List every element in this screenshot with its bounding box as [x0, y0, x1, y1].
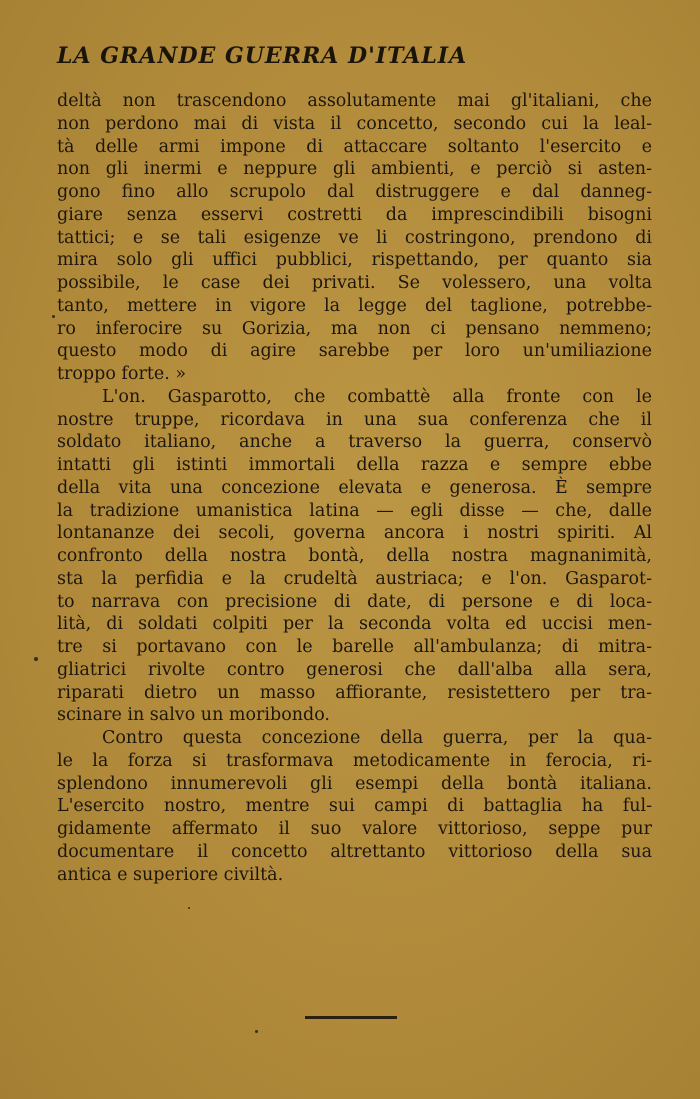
text-line: troppo forte. »	[57, 364, 187, 384]
text-line: soldato italiano, anche a traverso la guerra, conservò	[57, 432, 652, 453]
body-text	[57, 90, 652, 886]
text-line: lontananze dei secoli, governa ancora i nostri spiriti. Al	[57, 523, 652, 544]
text-line: non gli inermi e neppure gli ambienti, e perciò si asten-	[57, 159, 652, 180]
text-line: tanto, mettere in vigore la legge del taglione, potrebbe-	[57, 295, 652, 316]
text-line: non perdono mai di vista il concetto, secondo cui la leal-	[57, 113, 652, 134]
text-line: splendono innumerevoli gli esempi della bontà italiana.	[57, 773, 652, 794]
text-line: ro inferocire su Gorizia, ma non ci pensano nemmeno;	[57, 318, 652, 339]
text-line: lità, di soldati colpiti per la seconda volta ed uccisi men-	[57, 614, 652, 635]
paper-speck	[34, 657, 38, 661]
text-line: confronto della nostra bontà, della nostra magnanimità,	[57, 546, 652, 566]
text-line: to narrava con precisione di date, di persone e di loca-	[57, 591, 652, 612]
text-line: possibile, le case dei privati. Se volessero, una volta	[57, 273, 652, 293]
end-rule	[305, 1016, 397, 1019]
text-line: gidamente affermato il suo valore vittorioso, seppe pur	[57, 819, 652, 839]
text-line: gono fino allo scrupolo dal distruggere e dal danneg-	[57, 182, 652, 202]
text-line: L'esercito nostro, mentre sui campi di battaglia ha ful-	[57, 796, 652, 817]
text-line: tattici; e se tali esigenze ve li costringono, prendono di	[57, 227, 652, 248]
text-line: antica e superiore civiltà.	[57, 864, 284, 885]
running-title: LA GRANDE GUERRA D'ITALIA	[57, 43, 468, 69]
paper-speck	[255, 1030, 258, 1033]
text-line: deltà non trascendono assolutamente mai gl'italiani, che	[57, 91, 652, 111]
text-line: sta la perfidia e la crudeltà austriaca; e l'on. Gasparot-	[57, 568, 652, 589]
text-line: tre si portavano con le barelle all'ambulanza; di mitra-	[57, 637, 652, 657]
text-line: tà delle armi impone di attaccare soltanto l'esercito e	[57, 136, 652, 157]
text-line: mira solo gli uffici pubblici, rispettando, per quanto sia	[57, 250, 652, 271]
text-line: giare senza esservi costretti da imprescindibili bisogni	[57, 204, 652, 225]
text-line: della vita una concezione elevata e generosa. È sempre	[57, 477, 652, 498]
text-line: scinare in salvo un moribondo.	[57, 705, 330, 726]
text-line: gliatrici rivolte contro generosi che dall'alba alla sera,	[57, 659, 652, 680]
text-line: intatti gli istinti immortali della razza e sempre ebbe	[57, 455, 652, 475]
text-line: Contro questa concezione della guerra, per la qua-	[102, 728, 652, 748]
text-line: L'on. Gasparotto, che combattè alla fronte con le	[102, 386, 652, 407]
paper-speck	[188, 907, 190, 909]
text-line: documentare il concetto altrettanto vittorioso della sua	[57, 841, 652, 862]
text-line: questo modo di agire sarebbe per loro un'umiliazione	[57, 341, 652, 362]
text-line: la tradizione umanistica latina — egli disse — che, dalle	[57, 500, 652, 521]
text-line: nostre truppe, ricordava in una sua conferenza che il	[57, 409, 652, 430]
text-line: riparati dietro un masso affiorante, resistettero per tra-	[57, 682, 652, 703]
text-line: le la forza si trasformava metodicamente in ferocia, ri-	[57, 750, 652, 771]
paper-speck	[52, 315, 55, 318]
